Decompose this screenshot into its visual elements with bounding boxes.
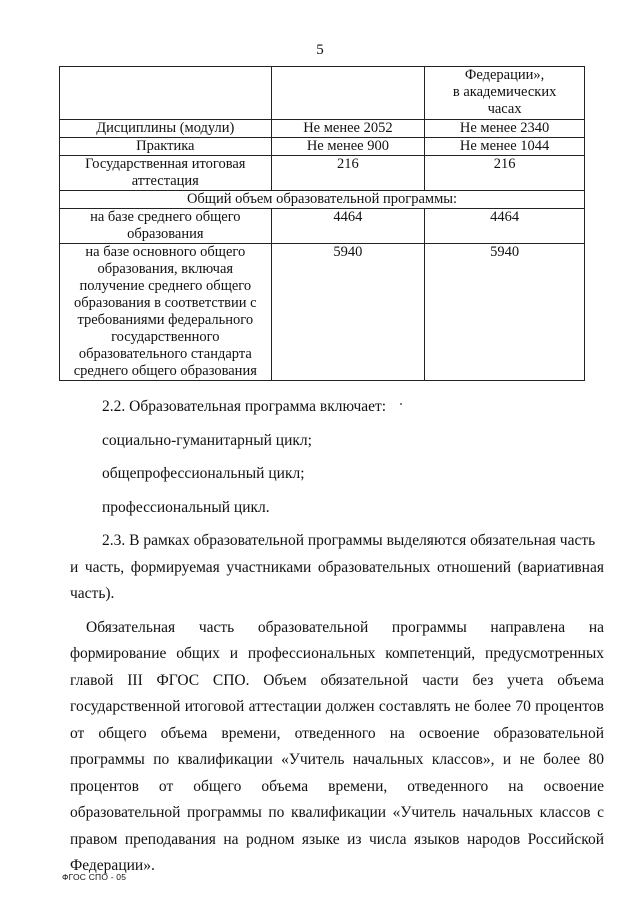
hours-table <box>59 66 585 381</box>
label-line: требованиями федерального <box>77 312 254 328</box>
header-line: часах <box>487 101 522 117</box>
label-line: Государственная итоговая <box>85 156 246 172</box>
section-title: Общий объем образовательной программы: <box>60 191 585 209</box>
table-row <box>60 209 585 244</box>
page-number: 5 <box>316 42 324 58</box>
footer-code: ФГОС СПО - 05 <box>62 872 127 882</box>
row-value: 5940 <box>425 244 585 381</box>
row-value: Не менее 1044 <box>425 138 585 156</box>
cycle-item: социально-гуманитарный цикл; <box>102 431 312 449</box>
table-header-row <box>60 67 585 120</box>
label-line: образования <box>127 226 204 242</box>
label-line: аттестация <box>131 173 199 189</box>
table-row <box>60 244 585 381</box>
row-label <box>60 209 272 244</box>
row-label <box>60 244 272 381</box>
label-line: на базе среднего общего <box>90 209 241 225</box>
label-line: образования в соответствии с <box>74 295 257 311</box>
row-value: 5940 <box>271 244 425 381</box>
row-value: Не менее 2340 <box>425 120 585 138</box>
paragraph-2-2: 2.2. Образовательная программа включает: <box>102 398 387 415</box>
label-line: образовательного стандарта <box>78 346 252 362</box>
paragraph-mandatory-part: Обязательная часть образовательной программы направлена на формирование общих и профессиональных компетенций, предусмотренных главой III ФГОС СПО. Объем обязательной части без учета объема государственной итоговой аттестации должен составлять не более 70 процентов от общего объема времени, отведенного на освоение образовательной программы по квалификации «Учитель начальных классов», и не более 80 процентов от общего объема времени, отведенного на освоение образовательной программы по квалификации «Учитель начальных классов с правом преподавания на родном языке из числа языков народов Российской Федерации». <box>70 618 604 874</box>
section-title-row <box>60 191 585 209</box>
row-value: 4464 <box>271 209 425 244</box>
label-line: государственного <box>111 329 220 345</box>
row-label <box>60 156 272 191</box>
row-value: 216 <box>271 156 425 191</box>
label-line: среднего общего образования <box>73 363 257 379</box>
row-value: 4464 <box>425 209 585 244</box>
header-cell-2 <box>271 67 425 120</box>
label-line: образования, включая <box>97 261 234 277</box>
document-body <box>70 394 604 880</box>
cycle-item: профессиональный цикл. <box>102 498 270 516</box>
row-label: Дисциплины (модули) <box>60 120 272 138</box>
paragraph-2-3-end: и часть, формируемая участниками образовательных отношений (вариативная часть). <box>70 558 604 602</box>
header-cell-3 <box>425 67 585 120</box>
header-line: Федерации», <box>464 67 545 83</box>
table-row <box>60 120 585 138</box>
label-line: на базе основного общего <box>85 244 246 260</box>
header-line: в академических <box>452 84 557 100</box>
cycle-item: общепрофессиональный цикл; <box>102 465 305 482</box>
row-label: Практика <box>60 138 272 156</box>
header-cell-1 <box>60 67 272 120</box>
row-value: Не менее 2052 <box>271 120 425 138</box>
paragraph-2-3-start: 2.3. В рамках образовательной программы выделяются обязательная часть <box>102 532 596 549</box>
label-line: получение среднего общего <box>79 278 252 294</box>
row-value: Не менее 900 <box>271 138 425 156</box>
row-value: 216 <box>425 156 585 191</box>
table-row <box>60 156 585 191</box>
table-row <box>60 138 585 156</box>
